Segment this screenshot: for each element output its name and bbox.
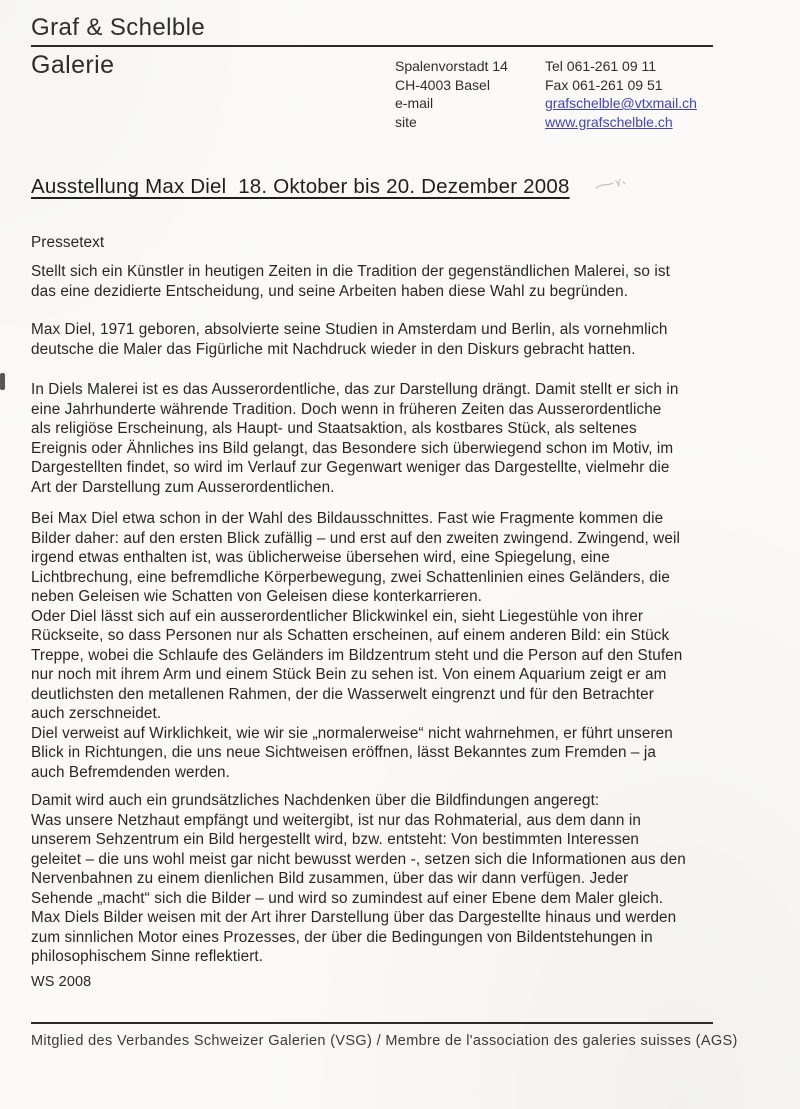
press-paragraph-4: Bei Max Diel etwa schon in der Wahl des Bildausschnittes. Fast wie Fragmente kommen die Bilder daher: auf den ersten Blick zufällig – und erst auf den zweiten zwingend. Zwingend, weil irgend etwas enthalten ist, was üblicherweise übersehen wird, eine Spiegelung, eine Lichtbrechung, eine befremdliche Körperbewegung, zwei Schattenlinien eines Geländers, die neben Geleisen wie Schatten von Geleisen diese konterkarrieren. Oder Diel lässt sich auf ein ausserordentlicher Blickwinkel ein, sieht Liegestühle von ihrer Rückseite, so dass Personen nur als Schatten erscheinen, auf einem anderen Bild: ein Stück Treppe, wobei die Schlaufe des Geländers im Bildzentrum steht und die Person auf den Stufen nur noch mit ihrem Arm und einem Stück Bein zu sehen ist. Von einem Aquarium zeigt er am deutlichsten den metallenen Rahmen, der die Wasserwelt eingrenzt und für den Betrachter auch zerschneidet. Diel verweist auf Wirklichkeit, wie wir sie „normalerweise“ nicht wahrnehmen, er führt unseren Blick in Richtungen, die uns neue Sichtweisen eröffnen, lässt Bekanntes zum Fremden – ja auch Befremdenden werden. bbox=[31, 510, 683, 781]
membership-text: Mitglied des Verbandes Schweizer Galerien (VSG) / Membre de l'association des galeries suisses (AGS) bbox=[31, 1033, 738, 1049]
press-paragraph-1: Stellt sich ein Künstler in heutigen Zeiten in die Tradition der gegenständlichen Malerei, so ist das eine dezidierte Entscheidung, und seine Arbeiten haben diese Wahl zu begründen. bbox=[31, 263, 670, 300]
phone-number: Tel 061-261 09 11 bbox=[545, 58, 657, 74]
email-link[interactable]: grafschelble@vtxmail.ch bbox=[545, 95, 697, 111]
gallery-subtitle: Galerie bbox=[31, 51, 115, 79]
pen-mark bbox=[592, 172, 644, 196]
email-label: e-mail bbox=[395, 95, 434, 111]
footer-divider-line bbox=[31, 1022, 713, 1024]
fax-number: Fax 061-261 09 51 bbox=[545, 76, 663, 93]
scan-artifact bbox=[0, 373, 5, 390]
address-street: Spalenvorstadt 14 bbox=[395, 58, 508, 74]
site-label: site bbox=[395, 113, 417, 130]
contact-block bbox=[395, 57, 697, 131]
letterhead-divider-line bbox=[31, 45, 713, 47]
website-link[interactable]: www.grafschelble.ch bbox=[545, 113, 673, 130]
author-initials: WS 2008 bbox=[31, 974, 92, 990]
address-city: CH-4003 Basel bbox=[395, 76, 490, 93]
press-paragraph-2: Max Diel, 1971 geboren, absolvierte seine Studien in Amsterdam und Berlin, als vornehmlich deutsche die Maler das Figürliche mit Nachdruck wieder in den Diskurs gebracht hatten. bbox=[31, 321, 668, 358]
document-title: Ausstellung Max Diel 18. Oktober bis 20. Dezember 2008 bbox=[31, 175, 570, 198]
pressetext-label: Pressetext bbox=[31, 234, 105, 251]
press-paragraph-5: Damit wird auch ein grundsätzliches Nachdenken über die Bildfindungen angeregt: Was unsere Netzhaut empfängt und weitergibt, ist nur das Rohmaterial, aus dem dann in unserem Sehzentrum ein Bild hergestellt wird, bzw. entsteht: Von bestimmten Interessen geleitet – die uns wohl meist gar nicht bewusst werden -, setzen sich die Informationen aus den Nervenbahnen zu einem dienlichen Bild zusammen, über das wir dann verfügen. Jeder Sehende „macht“ sich die Bilder – und wird so zumindest auf einer Ebene dem Maler gleich. Max Diels Bilder weisen mit der Art ihrer Darstellung über das Dargestellte hinaus und werden zum sinnlichen Motor eines Prozesses, der über die Bedingungen von Bildentstehungen in philosophischem Sinne reflektiert. bbox=[31, 792, 686, 965]
gallery-name: Graf & Schelble bbox=[31, 14, 206, 41]
press-paragraph-3: In Diels Malerei ist es das Ausserordentliche, das zur Darstellung drängt. Damit stellt er sich in eine Jahrhunderte währende Tradition. Doch wenn in früheren Zeiten das Ausserordentliche als religiöse Erscheinung, als Haupt- und Staatsaktion, als kostbares Stück, als seltenes Ereignis oder Ähnliches ins Bild gelangt, das Besondere sich überwiegend schon im Motiv, im Dargestellten findet, so wird im Verlauf zur Gegenwart weniger das Dargestellte, vielmehr die Art der Darstellung zum Ausserordentlichen. bbox=[31, 381, 679, 496]
